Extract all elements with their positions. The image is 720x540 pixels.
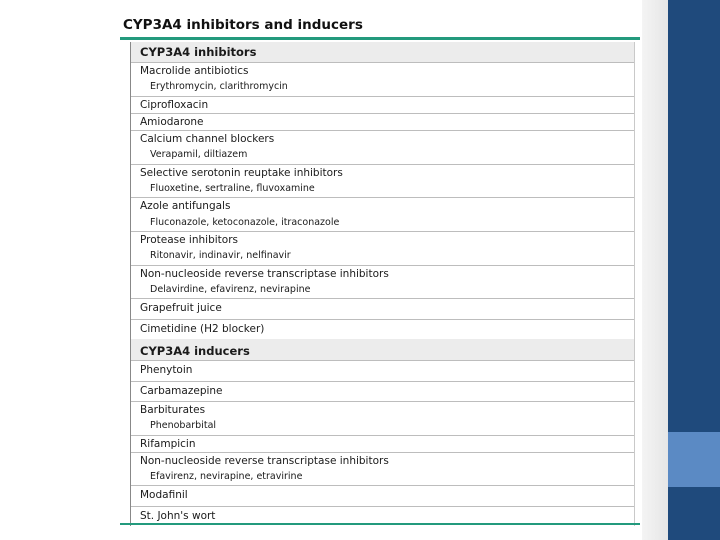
drug-class: Ciprofloxacin (140, 98, 209, 111)
top-rule (120, 37, 640, 40)
drug-class: Azole antifungals (140, 200, 231, 213)
drug-class: Amiodarone (140, 115, 204, 128)
drug-class: Protease inhibitors (140, 233, 238, 246)
table-row (131, 299, 634, 320)
drug-class: Non-nucleoside reverse transcriptase inhibitors (140, 454, 389, 467)
drug-class: Carbamazepine (140, 384, 223, 397)
inhibitors-header: CYP3A4 inhibitors (131, 42, 634, 63)
drug-examples: Fluconazole, ketoconazole, itraconazole (150, 216, 340, 228)
inducers-header: CYP3A4 inducers (131, 339, 634, 361)
drug-examples: Efavirenz, nevirapine, etravirine (150, 471, 303, 483)
table-row (131, 361, 634, 382)
inducers-table (130, 339, 635, 526)
drug-examples: Delavirdine, efavirenz, nevirapine (150, 283, 311, 295)
table-row (131, 198, 634, 232)
table-row (131, 486, 634, 507)
table-row (131, 232, 634, 266)
table-row (131, 165, 634, 199)
drug-class: Barbiturates (140, 404, 206, 416)
table-row (131, 114, 634, 131)
drug-class: Macrolide antibiotics (140, 65, 249, 77)
table-row (131, 402, 634, 436)
drug-class: Cimetidine (H2 blocker) (140, 322, 265, 335)
table-row (131, 131, 634, 165)
drug-class: Rifampicin (140, 437, 196, 450)
table-row (131, 266, 634, 300)
drug-class: St. John's wort (140, 509, 216, 522)
table-row (131, 97, 634, 114)
inhibitors-table (130, 42, 635, 339)
drug-class: Phenytoin (140, 364, 193, 376)
table-row (131, 63, 634, 97)
page-title: CYP3A4 inhibitors and inducers (123, 17, 363, 33)
drug-examples: Fluoxetine, sertraline, fluvoxamine (150, 183, 315, 195)
table-row (131, 436, 634, 453)
table-row (131, 320, 634, 340)
drug-class: Calcium channel blockers (140, 133, 275, 146)
side-gray-strip (642, 0, 668, 540)
accent-block (668, 432, 720, 487)
bottom-rule (120, 523, 640, 525)
drug-examples: Erythromycin, clarithromycin (150, 81, 288, 93)
drug-class: Selective serotonin reuptake inhibitors (140, 166, 343, 179)
drug-examples: Verapamil, diltiazem (150, 149, 248, 161)
drug-class: Modafinil (140, 489, 188, 502)
table-row (131, 382, 634, 403)
drug-examples: Ritonavir, indinavir, nelfinavir (150, 250, 291, 262)
drug-class: Non-nucleoside reverse transcriptase inhibitors (140, 267, 389, 280)
table-row (131, 453, 634, 487)
drug-examples: Phenobarbital (150, 420, 217, 432)
drug-class: Grapefruit juice (140, 302, 222, 315)
